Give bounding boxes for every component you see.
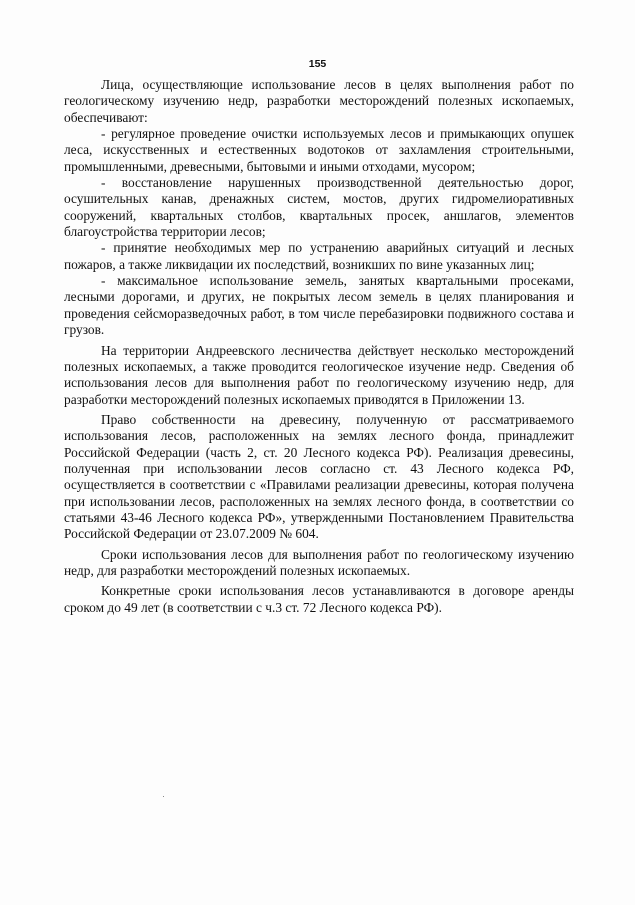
body-text — [64, 77, 574, 616]
page-number: 155 — [308, 58, 327, 70]
paragraph-list-item-land-use: - максимальное использование земель, занятых квартальными просеками, лесными дорогами, и других, не покрытых лесом земель в целях планирования и проведения сейсморазведочных работ, в том числе перебазировки подвижного состава и грузов. — [64, 273, 574, 338]
paragraph-deposits: На территории Андреевского лесничества действует несколько месторождений полезных ископаемых, а также проводится геологическое изучение недр. Сведения об использования лесов для выполнения работ по геологическому изучению недр, для разработки месторождений полезных ископаемых приводятся в Приложении 13. — [64, 342, 574, 407]
paragraph-intro: Лица, осуществляющие использование лесов в целях выполнения работ по геологическому изучению недр, разработки месторождений полезных ископаемых, обеспечивают: — [64, 77, 574, 125]
paragraph-list-item-emergencies: - принятие необходимых мер по устранению аварийных ситуаций и лесных пожаров, а также ликвидации их последствий, возникших по вине указанных лиц; — [64, 240, 574, 272]
paragraph-lease-terms: Конкретные сроки использования лесов устанавливаются в договоре аренды сроком до 49 лет (в соответствии с ч.3 ст. 72 Лесного кодекса РФ). — [64, 583, 574, 615]
paragraph-terms: Сроки использования лесов для выполнения работ по геологическому изучению недр, для разработки месторождений полезных ископаемых. — [64, 546, 574, 578]
paragraph-ownership: Право собственности на древесину, полученную от рассматриваемого использования лесов, расположенных на землях лесного фонда, принадлежит Российской Федерации (часть 2, ст. 20 Лесного кодекса РФ). Реализация древесины, полученная при использовании лесов согласно ст. 43 Лесного кодекса РФ, осуществляется в соответствии с «Правилами реализации древесины, которая получена при использовании лесов, расположенных на землях лесного фонда, в соответствии со статьями 43-46 Лесного кодекса РФ», утвержденными Постановлением Правительства Российской Федерации от 23.07.2009 № 604. — [64, 411, 574, 542]
paragraph-list-item-restoration: - восстановление нарушенных производственной деятельностью дорог, осушительных канав, дренажных систем, мостов, других гидромелиоративных сооружений, квартальных столбов, квартальных просек, аншлагов, элементов благоустройства территории лесов; — [64, 175, 574, 240]
paragraph-list-item-cleaning: - регулярное проведение очистки используемых лесов и примыкающих опушек леса, искусственных и естественных водотоков от захламления строительными, промышленными, древесными, бытовыми и иными отходами, мусором; — [64, 126, 574, 174]
scan-speck — [163, 796, 164, 797]
